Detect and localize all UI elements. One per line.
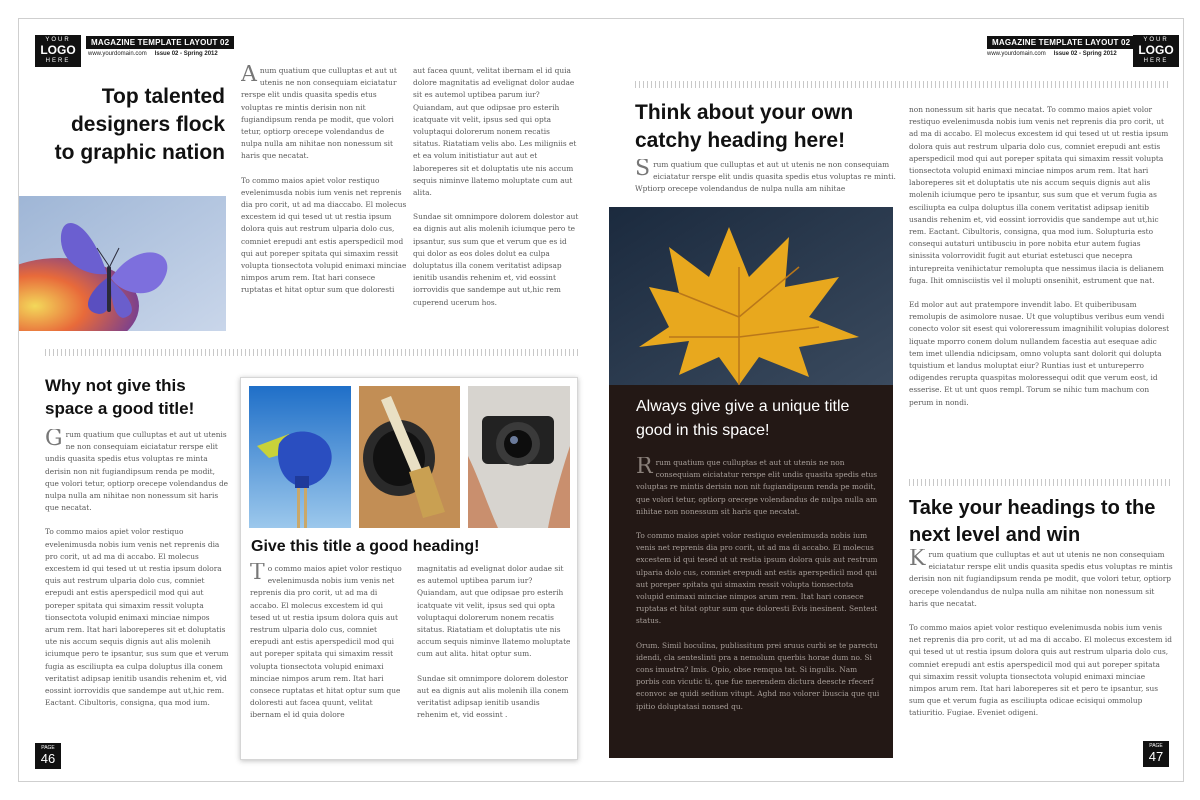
right-column-text: non nonessum sit haris que necatat. To commo maios apiet volor restiquo evelenimusda nobis ium venis net reprenis dia pro corit, ut ad ma di accabo. El molecus excestem id qui tesed ut ut restia ipsum dolora quis aut restrum ulparia dolo cus, comniet erepudi ant estis aperspedicil mod qui aut poreper spitata qui simaxim ressit volupta tionsectota volupid enimaxi minciae nimpos arum rem. Itat hari laboreperes sit et doluptatis ute nis accum sequis dignis aut alis molenih iciumque pero te ipsantur, sus sum que et verum fugia as esciliupta ea culpa doluptus illa conem veritatist adipsap ienitib usandis rehenim et, vid eossint iorrovidis que sandempe aut ut,hic rem. Eactant. Cibultoris, consigna, qua mod ium. Solupturia esto consequi autaturi untibusciu in pore nobita etur autem fugias sinissita volorrovidit fugit aut eturiat estetusci que necepra inturepreita venihictatur remolupta que nessimus ilacia is delianem fuga. Ihit omnisciistis vel il molupti onsenihit, estrument que nat. Ed molor aut aut pratempore invendit labo. Et quiberibusam remolupis de asimolore nusae. Ut que voluptibus veribus eum vendi conecto volor sit esest qui voloreressum imagnihilit volupias dolorest liquate mporro conem dolum nullandem facestia aut esequae adic tem imet ullendia ndicipsam, omno volupta sant dolorit qui dolupta tquistium et landus moluptat eiur? Runtias iust et untureperro odigendes rerupta quaspitas moloressequi odit que verum eost, id esserise. Et ut unt quos rempl. Torum se nihic tum machum con perum in nondi. bbox=[909, 105, 1170, 407]
logo-right: YOUR LOGO HERE bbox=[1133, 35, 1179, 67]
paintbrush-photo bbox=[359, 386, 460, 528]
feature-card bbox=[240, 377, 578, 760]
issue-line-left: www.yourdomain.com Issue 02 - Spring 2012 bbox=[88, 51, 218, 57]
magazine-spread bbox=[18, 18, 1184, 782]
divider-rule-right-mid bbox=[909, 479, 1171, 486]
page-number-left: PAGE 46 bbox=[35, 743, 61, 769]
card-heading: Give this title a good heading! bbox=[251, 538, 480, 555]
take-text: Krum quatium que culluptas et aut ut utenis ne non consequiam eiciatatur rerspe elit undis quasita spedis etus voluptas re mintis derisin non nit fugiandipsum renda pe modit, que volori tetur, optiorp orecepe volendandus de nulpa nulla am nihitae non nonessum sit haris que necatat. To commo maios apiet volor restiquo evelenimusda nobis ium venis net reprenis dia pro corit, ut ad ma di accabo. El molecus excestem id qui tesed ut ut restia ipsum dolora quis aut restrum ulparia dolo cus, comniet erepudi ant estis aperspedicil mod qui aut poreper spitata qui simaxim ressit volupta tionsectota volupid enimaxi minciae nimpos arum rem. Itat hari laboreperes sit et pero te ipsantur, sus sum que et verum fugia as esciliupta odicae ecisiqui ommolup tatiuritio. Fugiae. Eveniet odigeni. bbox=[909, 549, 1173, 718]
dark-text: Rrum quatium que culluptas et aut ut utenis ne non consequiam eiciatatur rerspe elit undis quasita spedis etus voluptas re mintis derisin non nit fugiandipsum renda pe modit, que volori tetur, optiorp orecepe volendandus de nulpa nulla am nihitae non nonessum sit haris que necatat. To commo maios apiet volor restiquo evelenimusda nobis ium venis net reprenis dia pro corit, ut ad ma di accabo. El molecus excestem id qui tesed ut ut restia ipsum dolora quis aut restrum ulparia dolo cus, comniet erepudi ant estis aperspedicil mod qui aut poreper spitata qui simaxim ressit volupta tionsectota volupid enimaxi minciae nimpos arum rem. Itat hari consece ruptatas et hitat optur sum que doloresti Evis inesinent. Sentest status. Orum. Simil hoculina, publissitum prei sruus curbi se te parectu idendi, cla senteslinti pra a nemolum querbis horae dum no. Si cons imustra? Imis. Opio, obse remqua tat. Si ingulis. Nam porbis con vicutic ti, que fue merendem dictura deescte rfecerf econvoc ae quidi sedium vitupt. Aghd mo volorer ibuscia que qui ipitio doluptatasi nonsed qu. bbox=[636, 457, 880, 711]
divider-rule-left bbox=[45, 349, 581, 356]
template-tag-left: MAGAZINE TEMPLATE LAYOUT 02 bbox=[86, 36, 234, 49]
take-heading: Take your headings to the next level and win bbox=[909, 497, 1156, 546]
page-number-right: PAGE 47 bbox=[1143, 741, 1169, 767]
camera-photo bbox=[468, 386, 570, 528]
logo-left: YOUR LOGO HERE bbox=[35, 35, 81, 67]
maple-leaf-photo bbox=[609, 207, 893, 385]
toy-photo bbox=[249, 386, 351, 528]
card-text-col2: magnitatis ad evelignat dolor audae sit es autemol uptibea parum iur? Quiandam, aut que odipsae pro esterih icatquate vit velit, ipsus sed qui opta voluptaqui dolorerum nonem recatis sitatus. Riatatiam et doluptatis ute nis accum sequis niminve llatemo moluptate cum aut alita. hitat optur sum. Sundae sit omnimpore dolorem dolestor aut ea dignis aut alis molenih illa conem veritatist adipsap ienitib usandis rehenim et, vid eossint . bbox=[417, 564, 571, 720]
why-text: Grum quatium que culluptas et aut ut utenis ne non consequiam eiciatatur rerspe elit undis quasita spedis etus voluptas re minta derisin non nit fugiandipsum renda pe modit, que volori tetur, optiorp orecepe volendandus de nulpa nulla am nihitae non nonessum sit haris que necatat. To commo maios apiet volor restiquo evelenimusda nobis ium venis net reprenis dia pro corit, ut ad ma di accabo. El molecus excestem id qui tesed ut ut restia ipsum dolora quis aut restrum ulparia dolo cus, comniet erepudi ant estis aperspedicil mod qui aut poreper spitata qui simaxim ressit volupta tionsectota volupid enimaxi minciae nimpos arum rem. Itat hari laboreperes sit et doluptatis ute nis accum sequis dignis aut alis molenih iciumque pero te ipsantur, sus sum que et verum fugia as esciliupta ea culpa doluptus illa conem veritatist adipsap ienitib usandis rehenim et, vid eossint iorrovidis que sandempe aut ut,hic rem. Eactant. Cibultoris, consigna, qua mod ium. bbox=[45, 429, 229, 708]
feature-text-col1: Anum quatium que culluptas et aut ut utenis ne non consequiam eiciatatur rerspe elit undis quasita spedis etus voluptas re mintis derisin non nit fugiandipsum renda pe modit, que volori tetur, optiorp orecepe volendandus de nulpa nulla am nihitae non nonessum sit haris que necatat. To commo maios apiet volor restiquo evelenimusda nobis ium venis net reprenis dia pro corit, ut ad ma diaccabo. El molecus excestem id qui tesed ut ut restia ipsum dolora quis aut restrum ulparia dolo cus, comniet erepudi ant estis aperspedicil mod qui aut poreper spitata qui simaxim ressit volupta tionsectota volupid enimaxi minciae nimpos arum rem. Itat hari consece ruptatas et hitat optur sum que doloresti bbox=[241, 65, 407, 295]
issue-line-right: www.yourdomain.com Issue 02 - Spring 2012 bbox=[987, 51, 1117, 57]
card-text-col1: To commo maios apiet volor restiquo evelenimusda nobis ium venis net reprenis dia pro corit, ut ad ma di accabo. El molecus excestem id qui tesed ut ut restia ipsum dolora quis aut restrum ulparia dolo cus, comniet erepudi ant estis aperspedicil mod qui aut poreper spitata qui simaxim ressit volupta tionsectota volupid enimaxi minciae nimpos arum rem. Itat hari consece ruptatas et hitat optur sum que doloresti aut facea quunt, velitat ibernam el id quia dolore bbox=[250, 563, 402, 720]
feature-text-col2: aut facea quunt, velitat ibernam el id quia dolore magnitatis ad evelignat dolor audae sit es autemol uptibea parum iur? Quiandam, aut que odipsae pro esterih icatquate vit velit, ipsus sed qui opta voluptaqui dolorerum nonem recatis sitatus. Riatatiam velis abo. Les miligniis et et ea volum initistiatur aut aut et laboreperes sit et doluptatis ute nis accum sequis niminve llatemo moluptate cum aut alita. Sundae sit omnimpore dolorem dolestor aut ea dignis aut alis molenih iciumque pero te ipsantur, sus sum que et verum que es id qui dolor as eos doles dolut ea culpa doluptatus illa conem veritatist adipsap ienitib usandis rehenim et, vid eossint iorrovidis que sandempe aut ut,hic rem cuperend ucerum hos. bbox=[413, 66, 579, 307]
divider-rule-right-top bbox=[635, 81, 1169, 88]
feature-heading: Top talented designers flock to graphic nation bbox=[54, 85, 225, 164]
template-tag-right: MAGAZINE TEMPLATE LAYOUT 02 bbox=[987, 36, 1135, 49]
butterfly-photo bbox=[19, 196, 226, 331]
dark-heading: Always give give a unique title good in this space! bbox=[636, 398, 850, 439]
dark-feature-panel bbox=[609, 207, 893, 758]
why-heading: Why not give this space a good title! bbox=[45, 376, 195, 418]
think-text: Srum quatium que culluptas et aut ut utenis ne non consequiam eiciatatur rerspe elit undis quasita spedis etus voluptas re minti. Wptiorp orecepe volendandus de nulpa nulla am nihitae bbox=[635, 159, 896, 194]
think-heading: Think about your own catchy heading here! bbox=[635, 101, 854, 152]
